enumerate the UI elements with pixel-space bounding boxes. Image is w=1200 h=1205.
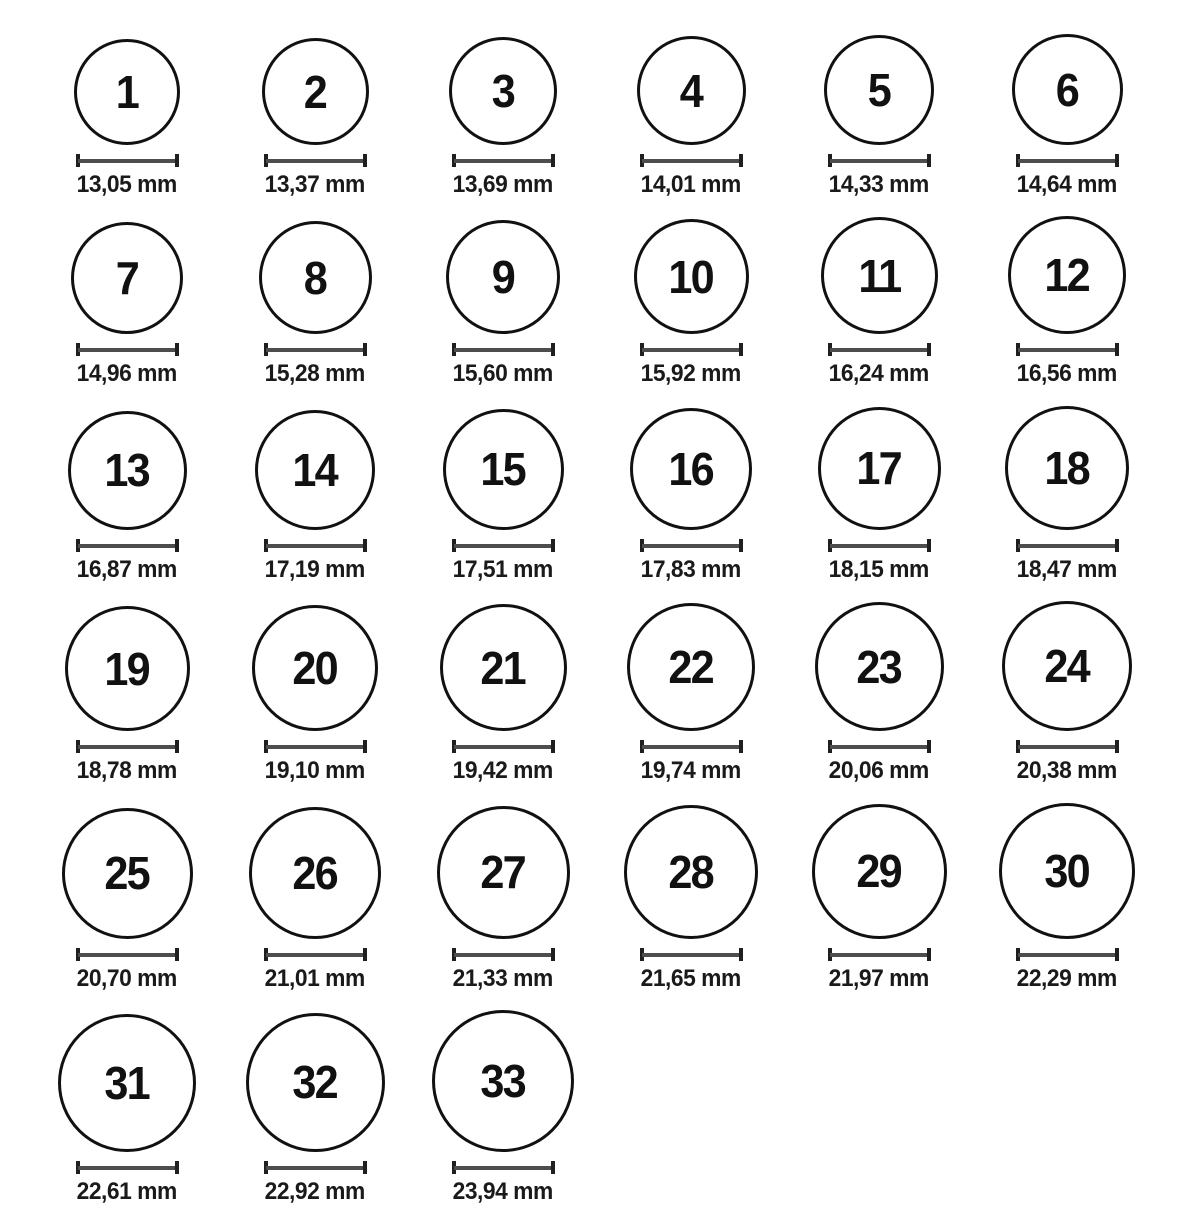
ring-size-cell bbox=[221, 38, 409, 198]
measure-tick-right-icon bbox=[551, 1161, 555, 1174]
measure-bar bbox=[454, 348, 553, 352]
ring-circle bbox=[812, 804, 947, 939]
diameter-label: 15,28 mm bbox=[264, 360, 366, 388]
ring-circle bbox=[446, 220, 560, 334]
diameter-measure-line bbox=[1016, 948, 1119, 961]
ring-size-number: 9 bbox=[491, 251, 515, 304]
measure-bar bbox=[1018, 348, 1117, 352]
measure-tick-right-icon bbox=[927, 343, 931, 356]
ring-size-cell bbox=[33, 411, 221, 583]
measure-tick-right-icon bbox=[927, 948, 931, 961]
diameter-measure-line bbox=[1016, 539, 1119, 552]
ring-size-number: 29 bbox=[856, 845, 902, 898]
diameter-label: 22,29 mm bbox=[1016, 964, 1118, 992]
diameter-measure-line bbox=[640, 740, 743, 753]
chart-row bbox=[33, 1010, 1200, 1205]
measure-tick-right-icon bbox=[927, 154, 931, 167]
ring-size-number: 17 bbox=[856, 442, 902, 495]
measure-tick-right-icon bbox=[927, 539, 931, 552]
measure-bar bbox=[454, 1166, 553, 1170]
ring-size-number: 13 bbox=[104, 444, 150, 497]
diameter-label: 21,65 mm bbox=[640, 964, 742, 992]
measure-bar bbox=[642, 159, 741, 163]
diameter-measure-line bbox=[452, 948, 555, 961]
measure-bar bbox=[1018, 159, 1117, 163]
diameter-label: 23,94 mm bbox=[452, 1177, 554, 1205]
measure-tick-right-icon bbox=[363, 1161, 367, 1174]
measure-tick-right-icon bbox=[739, 948, 743, 961]
measure-tick-right-icon bbox=[551, 948, 555, 961]
ring-size-number: 24 bbox=[1044, 640, 1090, 693]
ring-circle bbox=[821, 217, 938, 334]
diameter-measure-line bbox=[264, 343, 367, 356]
ring-circle bbox=[58, 1014, 196, 1152]
ring-circle bbox=[624, 805, 758, 939]
measure-bar bbox=[642, 745, 741, 749]
measure-bar bbox=[78, 745, 177, 749]
ring-size-cell bbox=[221, 1013, 409, 1205]
ring-size-number: 11 bbox=[858, 249, 900, 302]
ring-circle bbox=[262, 38, 369, 145]
diameter-label: 20,70 mm bbox=[76, 964, 178, 992]
diameter-label: 18,78 mm bbox=[76, 757, 178, 785]
diameter-measure-line bbox=[828, 343, 931, 356]
diameter-measure-line bbox=[1016, 343, 1119, 356]
ring-circle bbox=[437, 806, 570, 939]
measure-bar bbox=[78, 348, 177, 352]
ring-circle bbox=[630, 408, 752, 530]
diameter-label: 15,60 mm bbox=[452, 360, 554, 388]
measure-bar bbox=[78, 1166, 177, 1170]
ring-size-number: 20 bbox=[292, 642, 338, 695]
ring-circle bbox=[65, 606, 190, 731]
measure-tick-right-icon bbox=[1115, 154, 1119, 167]
diameter-measure-line bbox=[76, 539, 179, 552]
measure-bar bbox=[1018, 953, 1117, 957]
ring-circle bbox=[249, 807, 381, 939]
measure-bar bbox=[454, 953, 553, 957]
measure-tick-right-icon bbox=[551, 539, 555, 552]
diameter-measure-line bbox=[640, 948, 743, 961]
ring-size-number: 33 bbox=[480, 1054, 526, 1107]
diameter-measure-line bbox=[828, 740, 931, 753]
ring-size-cell bbox=[785, 602, 973, 784]
diameter-measure-line bbox=[76, 1161, 179, 1174]
diameter-measure-line bbox=[1016, 740, 1119, 753]
measure-tick-right-icon bbox=[739, 154, 743, 167]
ring-size-cell bbox=[33, 808, 221, 992]
diameter-measure-line bbox=[452, 343, 555, 356]
ring-size-number: 4 bbox=[679, 64, 703, 117]
chart-row bbox=[33, 803, 1200, 992]
ring-circle bbox=[432, 1010, 574, 1152]
measure-tick-right-icon bbox=[551, 343, 555, 356]
diameter-label: 22,61 mm bbox=[76, 1177, 178, 1205]
ring-size-number: 2 bbox=[303, 65, 327, 118]
ring-size-number: 10 bbox=[668, 250, 714, 303]
diameter-label: 14,01 mm bbox=[640, 171, 742, 198]
measure-tick-right-icon bbox=[175, 343, 179, 356]
diameter-label: 15,92 mm bbox=[640, 360, 742, 388]
measure-tick-right-icon bbox=[739, 539, 743, 552]
ring-size-cell bbox=[33, 1014, 221, 1205]
chart-row bbox=[33, 34, 1200, 198]
diameter-label: 22,92 mm bbox=[264, 1177, 366, 1205]
measure-bar bbox=[266, 159, 365, 163]
measure-tick-right-icon bbox=[1115, 539, 1119, 552]
ring-size-number: 21 bbox=[480, 641, 526, 694]
diameter-measure-line bbox=[76, 154, 179, 167]
chart-row bbox=[33, 601, 1200, 784]
measure-tick-right-icon bbox=[363, 343, 367, 356]
diameter-label: 19,74 mm bbox=[640, 757, 742, 785]
ring-size-cell bbox=[785, 217, 973, 387]
ring-size-number: 25 bbox=[104, 847, 150, 900]
measure-bar bbox=[830, 953, 929, 957]
ring-size-number: 19 bbox=[104, 642, 150, 695]
ring-size-number: 6 bbox=[1055, 63, 1079, 116]
diameter-label: 13,69 mm bbox=[452, 171, 554, 198]
diameter-label: 18,47 mm bbox=[1016, 555, 1118, 583]
ring-circle bbox=[440, 604, 567, 731]
ring-size-number: 28 bbox=[668, 845, 714, 898]
diameter-measure-line bbox=[76, 343, 179, 356]
ring-circle bbox=[637, 36, 746, 145]
ring-circle bbox=[74, 39, 180, 145]
ring-size-number: 12 bbox=[1044, 249, 1090, 302]
diameter-label: 14,33 mm bbox=[828, 171, 930, 198]
ring-size-cell bbox=[33, 606, 221, 784]
measure-tick-right-icon bbox=[363, 740, 367, 753]
ring-circle bbox=[71, 222, 183, 334]
measure-bar bbox=[830, 348, 929, 352]
measure-tick-right-icon bbox=[175, 539, 179, 552]
measure-bar bbox=[454, 159, 553, 163]
diameter-label: 19,10 mm bbox=[264, 757, 366, 785]
diameter-measure-line bbox=[452, 1161, 555, 1174]
measure-bar bbox=[642, 953, 741, 957]
ring-size-cell bbox=[973, 601, 1161, 784]
ring-size-cell bbox=[785, 804, 973, 992]
ring-circle bbox=[818, 407, 941, 530]
measure-tick-right-icon bbox=[551, 740, 555, 753]
measure-tick-right-icon bbox=[1115, 948, 1119, 961]
diameter-measure-line bbox=[452, 740, 555, 753]
measure-tick-right-icon bbox=[363, 154, 367, 167]
ring-circle bbox=[627, 603, 755, 731]
ring-size-cell bbox=[221, 410, 409, 583]
diameter-measure-line bbox=[640, 343, 743, 356]
ring-size-cell bbox=[221, 605, 409, 784]
diameter-label: 14,64 mm bbox=[1016, 171, 1118, 198]
measure-bar bbox=[642, 544, 741, 548]
measure-bar bbox=[78, 953, 177, 957]
measure-tick-right-icon bbox=[1115, 343, 1119, 356]
diameter-measure-line bbox=[264, 948, 367, 961]
ring-size-number: 27 bbox=[480, 846, 526, 899]
measure-bar bbox=[642, 348, 741, 352]
diameter-label: 20,38 mm bbox=[1016, 757, 1118, 785]
diameter-measure-line bbox=[1016, 154, 1119, 167]
diameter-label: 13,37 mm bbox=[264, 171, 366, 198]
ring-size-number: 30 bbox=[1044, 844, 1090, 897]
measure-bar bbox=[78, 544, 177, 548]
diameter-measure-line bbox=[264, 740, 367, 753]
ring-size-cell bbox=[785, 407, 973, 583]
measure-tick-right-icon bbox=[175, 948, 179, 961]
measure-bar bbox=[266, 348, 365, 352]
ring-size-number: 15 bbox=[480, 443, 526, 496]
ring-size-number: 18 bbox=[1044, 441, 1090, 494]
measure-tick-right-icon bbox=[927, 740, 931, 753]
measure-bar bbox=[454, 544, 553, 548]
ring-size-number: 7 bbox=[115, 252, 139, 305]
ring-size-cell bbox=[409, 604, 597, 784]
diameter-label: 20,06 mm bbox=[828, 757, 930, 785]
ring-circle bbox=[815, 602, 944, 731]
measure-tick-right-icon bbox=[175, 1161, 179, 1174]
diameter-label: 17,19 mm bbox=[264, 555, 366, 583]
ring-circle bbox=[68, 411, 187, 530]
ring-circle bbox=[246, 1013, 385, 1152]
diameter-label: 17,83 mm bbox=[640, 555, 742, 583]
ring-circle bbox=[449, 37, 557, 145]
diameter-measure-line bbox=[640, 539, 743, 552]
measure-bar bbox=[78, 159, 177, 163]
measure-bar bbox=[266, 1166, 365, 1170]
measure-tick-right-icon bbox=[363, 948, 367, 961]
chart-row bbox=[33, 216, 1200, 387]
diameter-measure-line bbox=[828, 539, 931, 552]
ring-size-number: 8 bbox=[303, 251, 327, 304]
ring-size-number: 14 bbox=[292, 443, 338, 496]
measure-tick-right-icon bbox=[739, 343, 743, 356]
ring-size-cell bbox=[973, 406, 1161, 583]
diameter-label: 13,05 mm bbox=[76, 171, 178, 198]
diameter-label: 18,15 mm bbox=[828, 555, 930, 583]
ring-circle bbox=[62, 808, 193, 939]
measure-bar bbox=[266, 953, 365, 957]
ring-size-cell bbox=[597, 408, 785, 583]
ring-size-number: 23 bbox=[856, 640, 902, 693]
diameter-measure-line bbox=[76, 740, 179, 753]
ring-size-cell bbox=[973, 34, 1161, 198]
chart-row bbox=[33, 406, 1200, 583]
ring-size-number: 32 bbox=[292, 1056, 338, 1109]
measure-bar bbox=[266, 544, 365, 548]
ring-size-cell bbox=[409, 1010, 597, 1205]
diameter-measure-line bbox=[828, 948, 931, 961]
ring-size-cell bbox=[409, 806, 597, 992]
ring-size-number: 1 bbox=[115, 66, 139, 118]
ring-size-number: 5 bbox=[867, 64, 891, 116]
diameter-label: 21,01 mm bbox=[264, 964, 366, 992]
ring-size-cell bbox=[409, 220, 597, 387]
ring-circle bbox=[1012, 34, 1123, 145]
ring-circle bbox=[259, 221, 372, 334]
ring-circle bbox=[255, 410, 375, 530]
ring-size-number: 26 bbox=[292, 846, 338, 899]
measure-tick-right-icon bbox=[175, 740, 179, 753]
measure-tick-right-icon bbox=[175, 154, 179, 167]
ring-size-cell bbox=[785, 35, 973, 198]
ring-size-cell bbox=[597, 603, 785, 784]
ring-circle bbox=[1008, 216, 1126, 334]
ring-size-cell bbox=[973, 803, 1161, 992]
ring-size-cell bbox=[597, 36, 785, 198]
diameter-label: 21,33 mm bbox=[452, 964, 554, 992]
ring-circle bbox=[824, 35, 934, 145]
ring-circle bbox=[1005, 406, 1129, 530]
ring-size-number: 16 bbox=[668, 442, 714, 495]
ring-size-number: 22 bbox=[668, 641, 714, 694]
diameter-measure-line bbox=[828, 154, 931, 167]
diameter-label: 16,87 mm bbox=[76, 555, 178, 583]
diameter-measure-line bbox=[264, 1161, 367, 1174]
measure-bar bbox=[1018, 544, 1117, 548]
diameter-measure-line bbox=[264, 154, 367, 167]
ring-size-number: 3 bbox=[491, 65, 515, 117]
ring-circle bbox=[634, 219, 749, 334]
diameter-measure-line bbox=[640, 154, 743, 167]
diameter-measure-line bbox=[452, 539, 555, 552]
diameter-measure-line bbox=[452, 154, 555, 167]
ring-circle bbox=[999, 803, 1135, 939]
diameter-label: 17,51 mm bbox=[452, 555, 554, 583]
ring-size-cell bbox=[33, 222, 221, 387]
measure-bar bbox=[830, 159, 929, 163]
ring-size-number: 31 bbox=[104, 1056, 150, 1109]
diameter-label: 21,97 mm bbox=[828, 964, 930, 992]
ring-circle bbox=[252, 605, 378, 731]
measure-bar bbox=[266, 745, 365, 749]
measure-tick-right-icon bbox=[739, 740, 743, 753]
ring-size-cell bbox=[221, 221, 409, 387]
diameter-measure-line bbox=[76, 948, 179, 961]
ring-circle bbox=[1002, 601, 1132, 731]
diameter-label: 16,56 mm bbox=[1016, 360, 1118, 388]
measure-tick-right-icon bbox=[363, 539, 367, 552]
measure-tick-right-icon bbox=[551, 154, 555, 167]
measure-bar bbox=[830, 544, 929, 548]
measure-bar bbox=[454, 745, 553, 749]
ring-size-cell bbox=[33, 39, 221, 198]
ring-size-cell bbox=[597, 219, 785, 387]
ring-size-cell bbox=[409, 409, 597, 583]
ring-size-cell bbox=[597, 805, 785, 992]
diameter-label: 14,96 mm bbox=[76, 360, 178, 388]
measure-bar bbox=[830, 745, 929, 749]
diameter-label: 16,24 mm bbox=[828, 360, 930, 388]
measure-bar bbox=[1018, 745, 1117, 749]
measure-tick-right-icon bbox=[1115, 740, 1119, 753]
ring-size-cell bbox=[409, 37, 597, 198]
ring-size-cell bbox=[221, 807, 409, 992]
ring-circle bbox=[443, 409, 564, 530]
ring-size-cell bbox=[973, 216, 1161, 387]
diameter-label: 19,42 mm bbox=[452, 757, 554, 785]
diameter-measure-line bbox=[264, 539, 367, 552]
